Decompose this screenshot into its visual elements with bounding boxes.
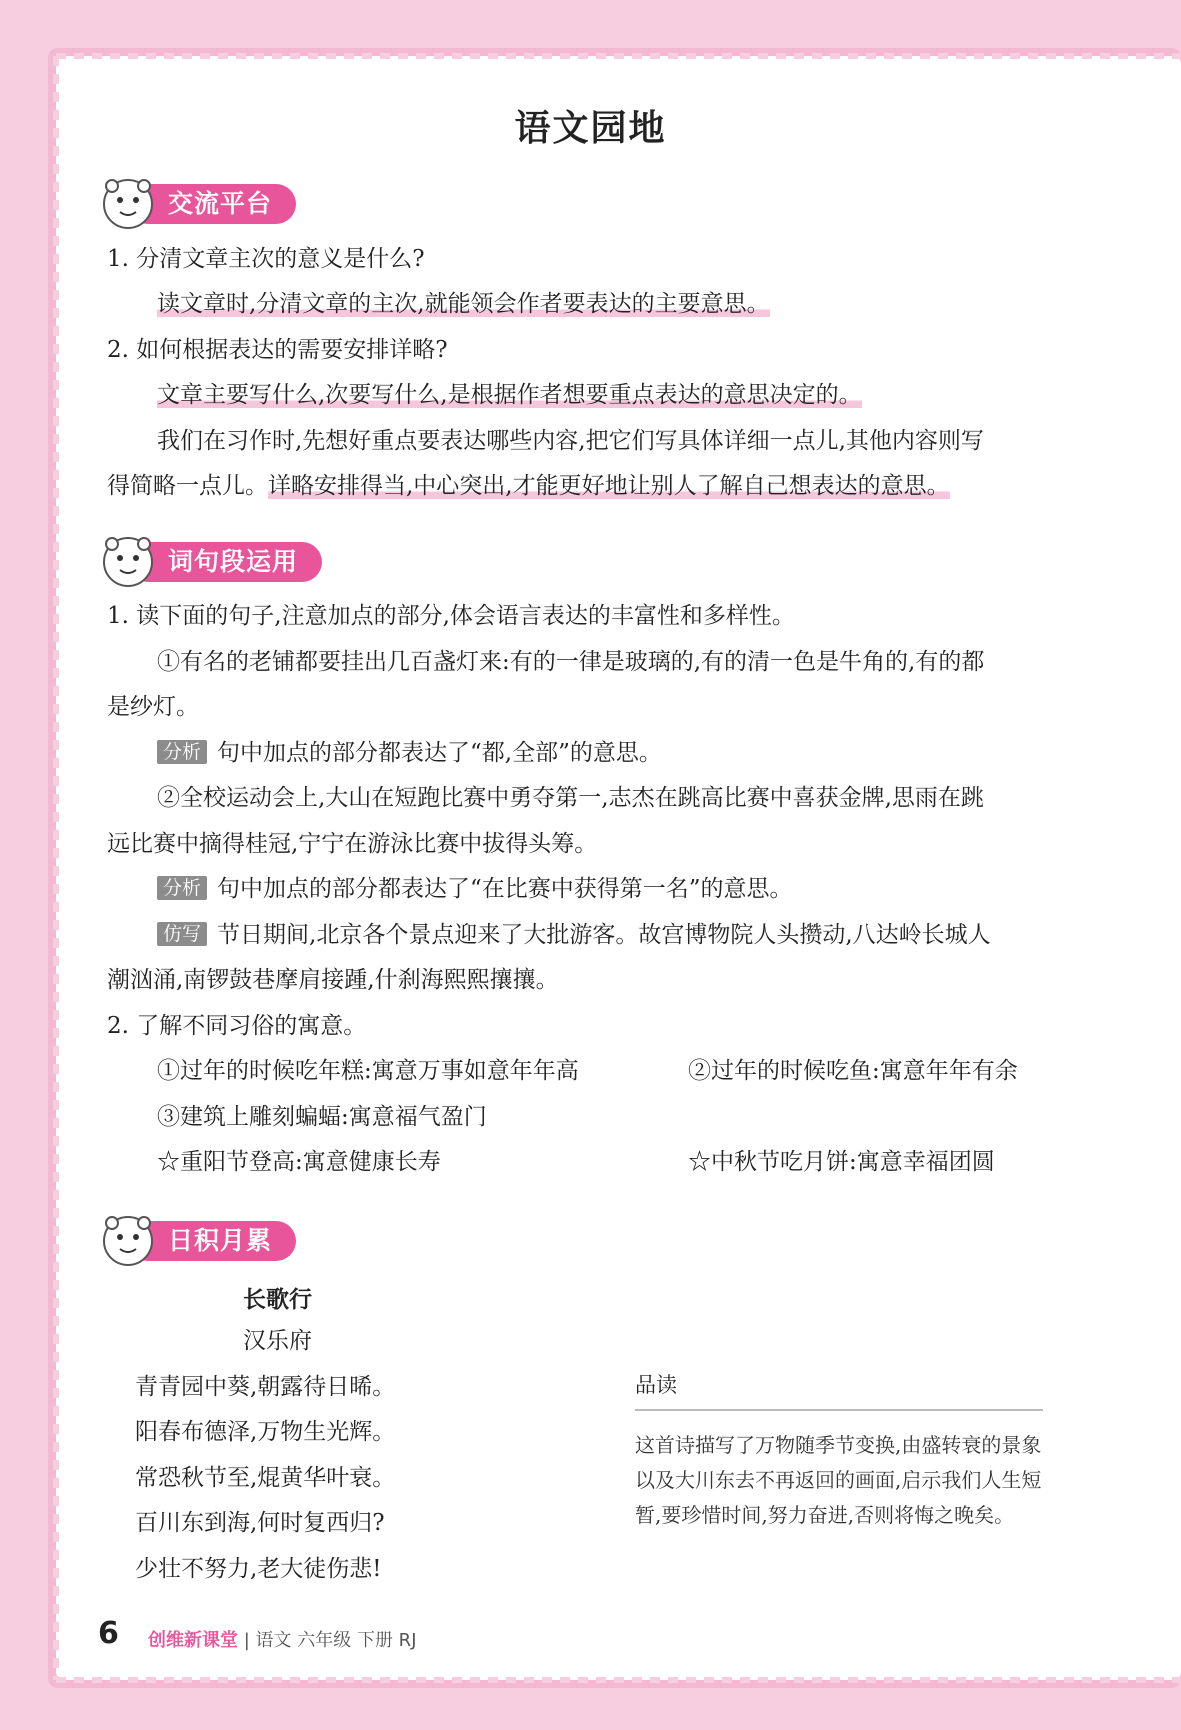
s2-imitate-line1: 仿写 节日期间,北京各个景点迎来了大批游客。故宫博物院人头攒动,八达岭长城人: [157, 920, 991, 950]
footer-info: 创维新课堂 | 语文 六年级 下册 RJ: [148, 1630, 417, 1651]
s2-custom-3: ③建筑上雕刻蝙蝠:寓意福气盈门: [157, 1104, 487, 1130]
s2-question-1: 1. 读下面的句子,注意加点的部分,体会语言表达的丰富性和多样性。: [107, 603, 795, 629]
poem-line: 百川东到海,何时复西归?: [135, 1510, 385, 1536]
s2-question-2: 2. 了解不同习俗的寓意。: [107, 1013, 367, 1039]
section-header-words: [98, 538, 368, 586]
mascot-icon: [98, 174, 158, 234]
section-header-exchange: [98, 180, 338, 228]
poem-title: 长歌行: [243, 1287, 312, 1313]
reading-text: 这首诗描写了万物随季节变换,由盛转衰的景象以及大川东去不再返回的画面,启示我们人生短暂,要珍惜时间,努力奋进,否则将悔之晚矣。: [635, 1433, 1042, 1527]
s1-question-1: 1. 分清文章主次的意义是什么?: [107, 246, 425, 272]
s2-custom-2: ②过年的时候吃鱼:寓意年年有余: [688, 1058, 1018, 1084]
s1-answer-1: 读文章时,分清文章的主次,就能领会作者要表达的主要意思。: [157, 291, 770, 317]
s2-analysis-1: 分析 句中加点的部分都表达了“都,全部”的意思。: [157, 738, 662, 768]
poem-author: 汉乐府: [243, 1328, 312, 1354]
s1-question-2: 2. 如何根据表达的需要安排详略?: [107, 337, 448, 363]
s1-answer-2: 文章主要写什么,次要写什么,是根据作者想要重点表达的意思决定的。: [157, 382, 862, 408]
imitate-tag: 仿写: [157, 922, 207, 946]
s2-custom-4: ☆重阳节登高:寓意健康长寿: [157, 1149, 441, 1175]
section-title-words: 词句段运用: [128, 542, 322, 582]
mascot-icon: [98, 1211, 158, 1271]
reading-divider: [635, 1409, 1043, 1411]
s1-answer-3-line2: 得简略一点儿。详略安排得当,中心突出,才能更好地让别人了解自己想表达的意思。: [107, 473, 950, 499]
s2-analysis-2: 分析 句中加点的部分都表达了“在比赛中获得第一名”的意思。: [157, 874, 793, 904]
page-title: 语文园地: [514, 108, 667, 149]
section-header-accumulate: [98, 1217, 338, 1265]
s2-custom-1: ①过年的时候吃年糕:寓意万事如意年年高: [157, 1058, 579, 1084]
poem-line: 少壮不努力,老大徒伤悲!: [135, 1556, 382, 1582]
s2-example-2-line2: 远比赛中摘得桂冠,宁宁在游泳比赛中拔得头筹。: [107, 831, 598, 857]
section-title-accumulate: 日积月累: [128, 1221, 296, 1261]
analysis-tag: 分析: [157, 876, 207, 900]
s2-example-2-line1: ②全校运动会上,大山在短跑比赛中勇夺第一,志杰在跳高比赛中喜获金牌,思雨在跳: [157, 785, 984, 811]
footer-brand: 创维新课堂: [148, 1630, 238, 1651]
poem-line: 阳春布德泽,万物生光辉。: [135, 1419, 396, 1445]
s1-answer-3-line1: 我们在习作时,先想好重点要表达哪些内容,把它们写具体详细一点儿,其他内容则写: [157, 428, 984, 454]
s2-example-1-line2: 是纱灯。: [107, 694, 199, 720]
page-number: 6: [98, 1616, 119, 1651]
s2-imitate-line2: 潮汹涌,南锣鼓巷摩肩接踵,什刹海熙熙攘攘。: [107, 967, 559, 993]
poem-line: 青青园中葵,朝露待日晞。: [135, 1374, 396, 1400]
analysis-tag: 分析: [157, 740, 207, 764]
s2-custom-5: ☆中秋节吃月饼:寓意幸福团圆: [688, 1149, 995, 1175]
mascot-icon: [98, 532, 158, 592]
reading-label: 品读: [635, 1373, 677, 1397]
section-title-exchange: 交流平台: [128, 184, 296, 224]
poem-line: 常恐秋节至,焜黄华叶衰。: [135, 1465, 396, 1491]
s2-example-1-line1: ①有名的老铺都要挂出几百盏灯来:有的一律是玻璃的,有的清一色是牛角的,有的都: [157, 649, 985, 675]
